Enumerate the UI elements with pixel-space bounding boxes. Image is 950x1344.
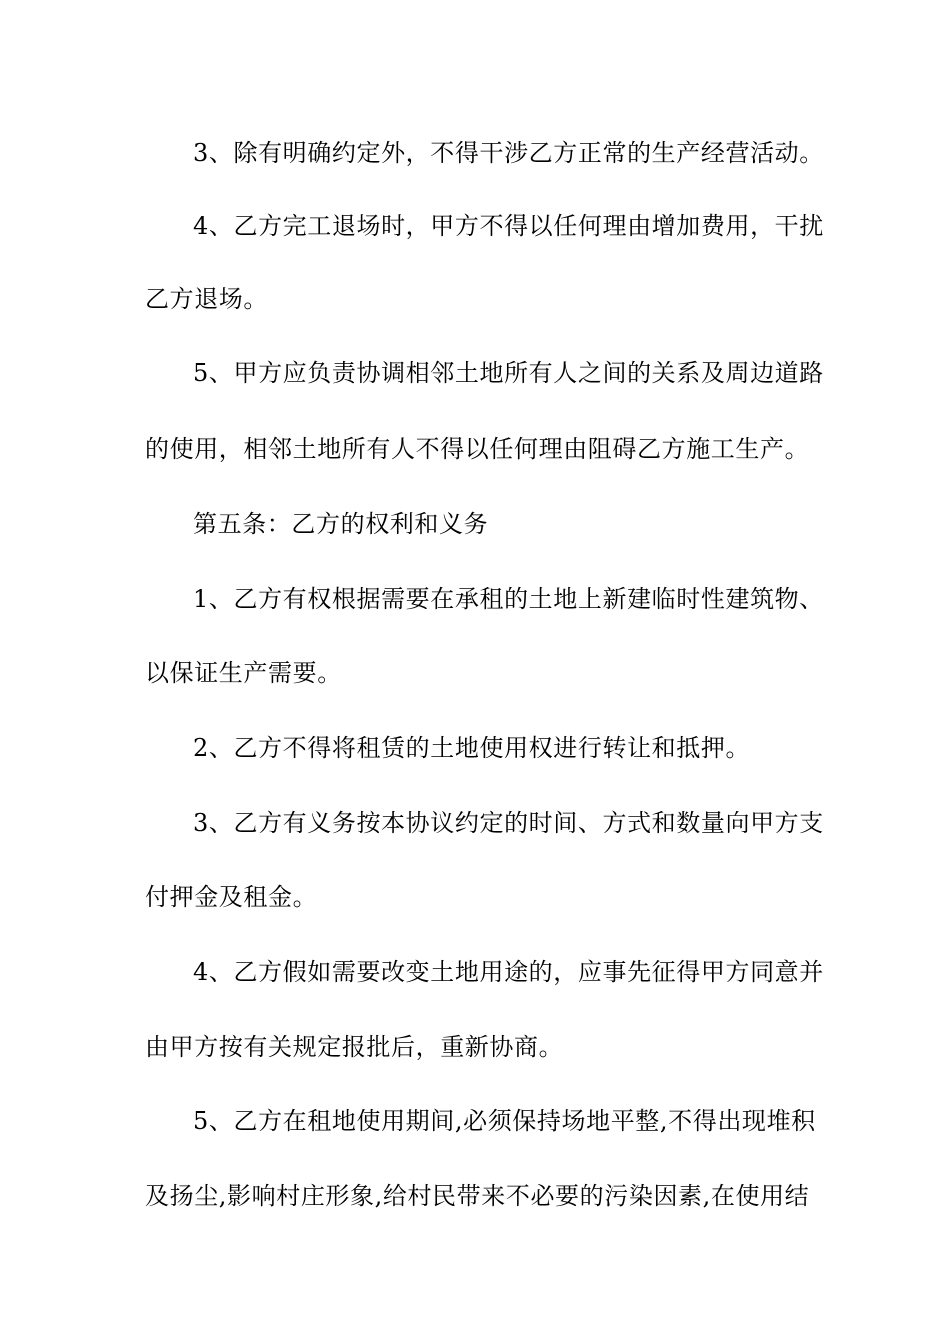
- paragraph-line: 以保证生产需要。: [145, 659, 342, 687]
- paragraph-line: 及扬尘,影响村庄形象,给村民带来不必要的污染因素,在使用结: [145, 1182, 810, 1210]
- section-heading: 第五条：乙方的权利和义务: [193, 510, 489, 538]
- paragraph-line: 的使用，相邻土地所有人不得以任何理由阻碍乙方施工生产。: [145, 435, 810, 463]
- paragraph-line: 3、除有明确约定外，不得干涉乙方正常的生产经营活动。: [193, 139, 824, 167]
- paragraph-line: 由甲方按有关规定报批后，重新协商。: [145, 1033, 564, 1061]
- paragraph-line: 5、甲方应负责协调相邻土地所有人之间的关系及周边道路: [193, 359, 824, 387]
- paragraph-line: 3、乙方有义务按本协议约定的时间、方式和数量向甲方支: [193, 809, 824, 837]
- paragraph-line: 4、乙方完工退场时，甲方不得以任何理由增加费用，干扰: [193, 212, 824, 240]
- paragraph-line: 乙方退场。: [145, 285, 268, 313]
- paragraph-line: 付押金及租金。: [145, 883, 318, 911]
- paragraph-line: 1、乙方有权根据需要在承租的土地上新建临时性建筑物、: [193, 585, 824, 613]
- paragraph-line: 2、乙方不得将租赁的土地使用权进行转让和抵押。: [193, 734, 751, 762]
- paragraph-line: 5、乙方在租地使用期间,必须保持场地平整,不得出现堆积: [193, 1107, 816, 1135]
- paragraph-line: 4、乙方假如需要改变土地用途的，应事先征得甲方同意并: [193, 958, 824, 986]
